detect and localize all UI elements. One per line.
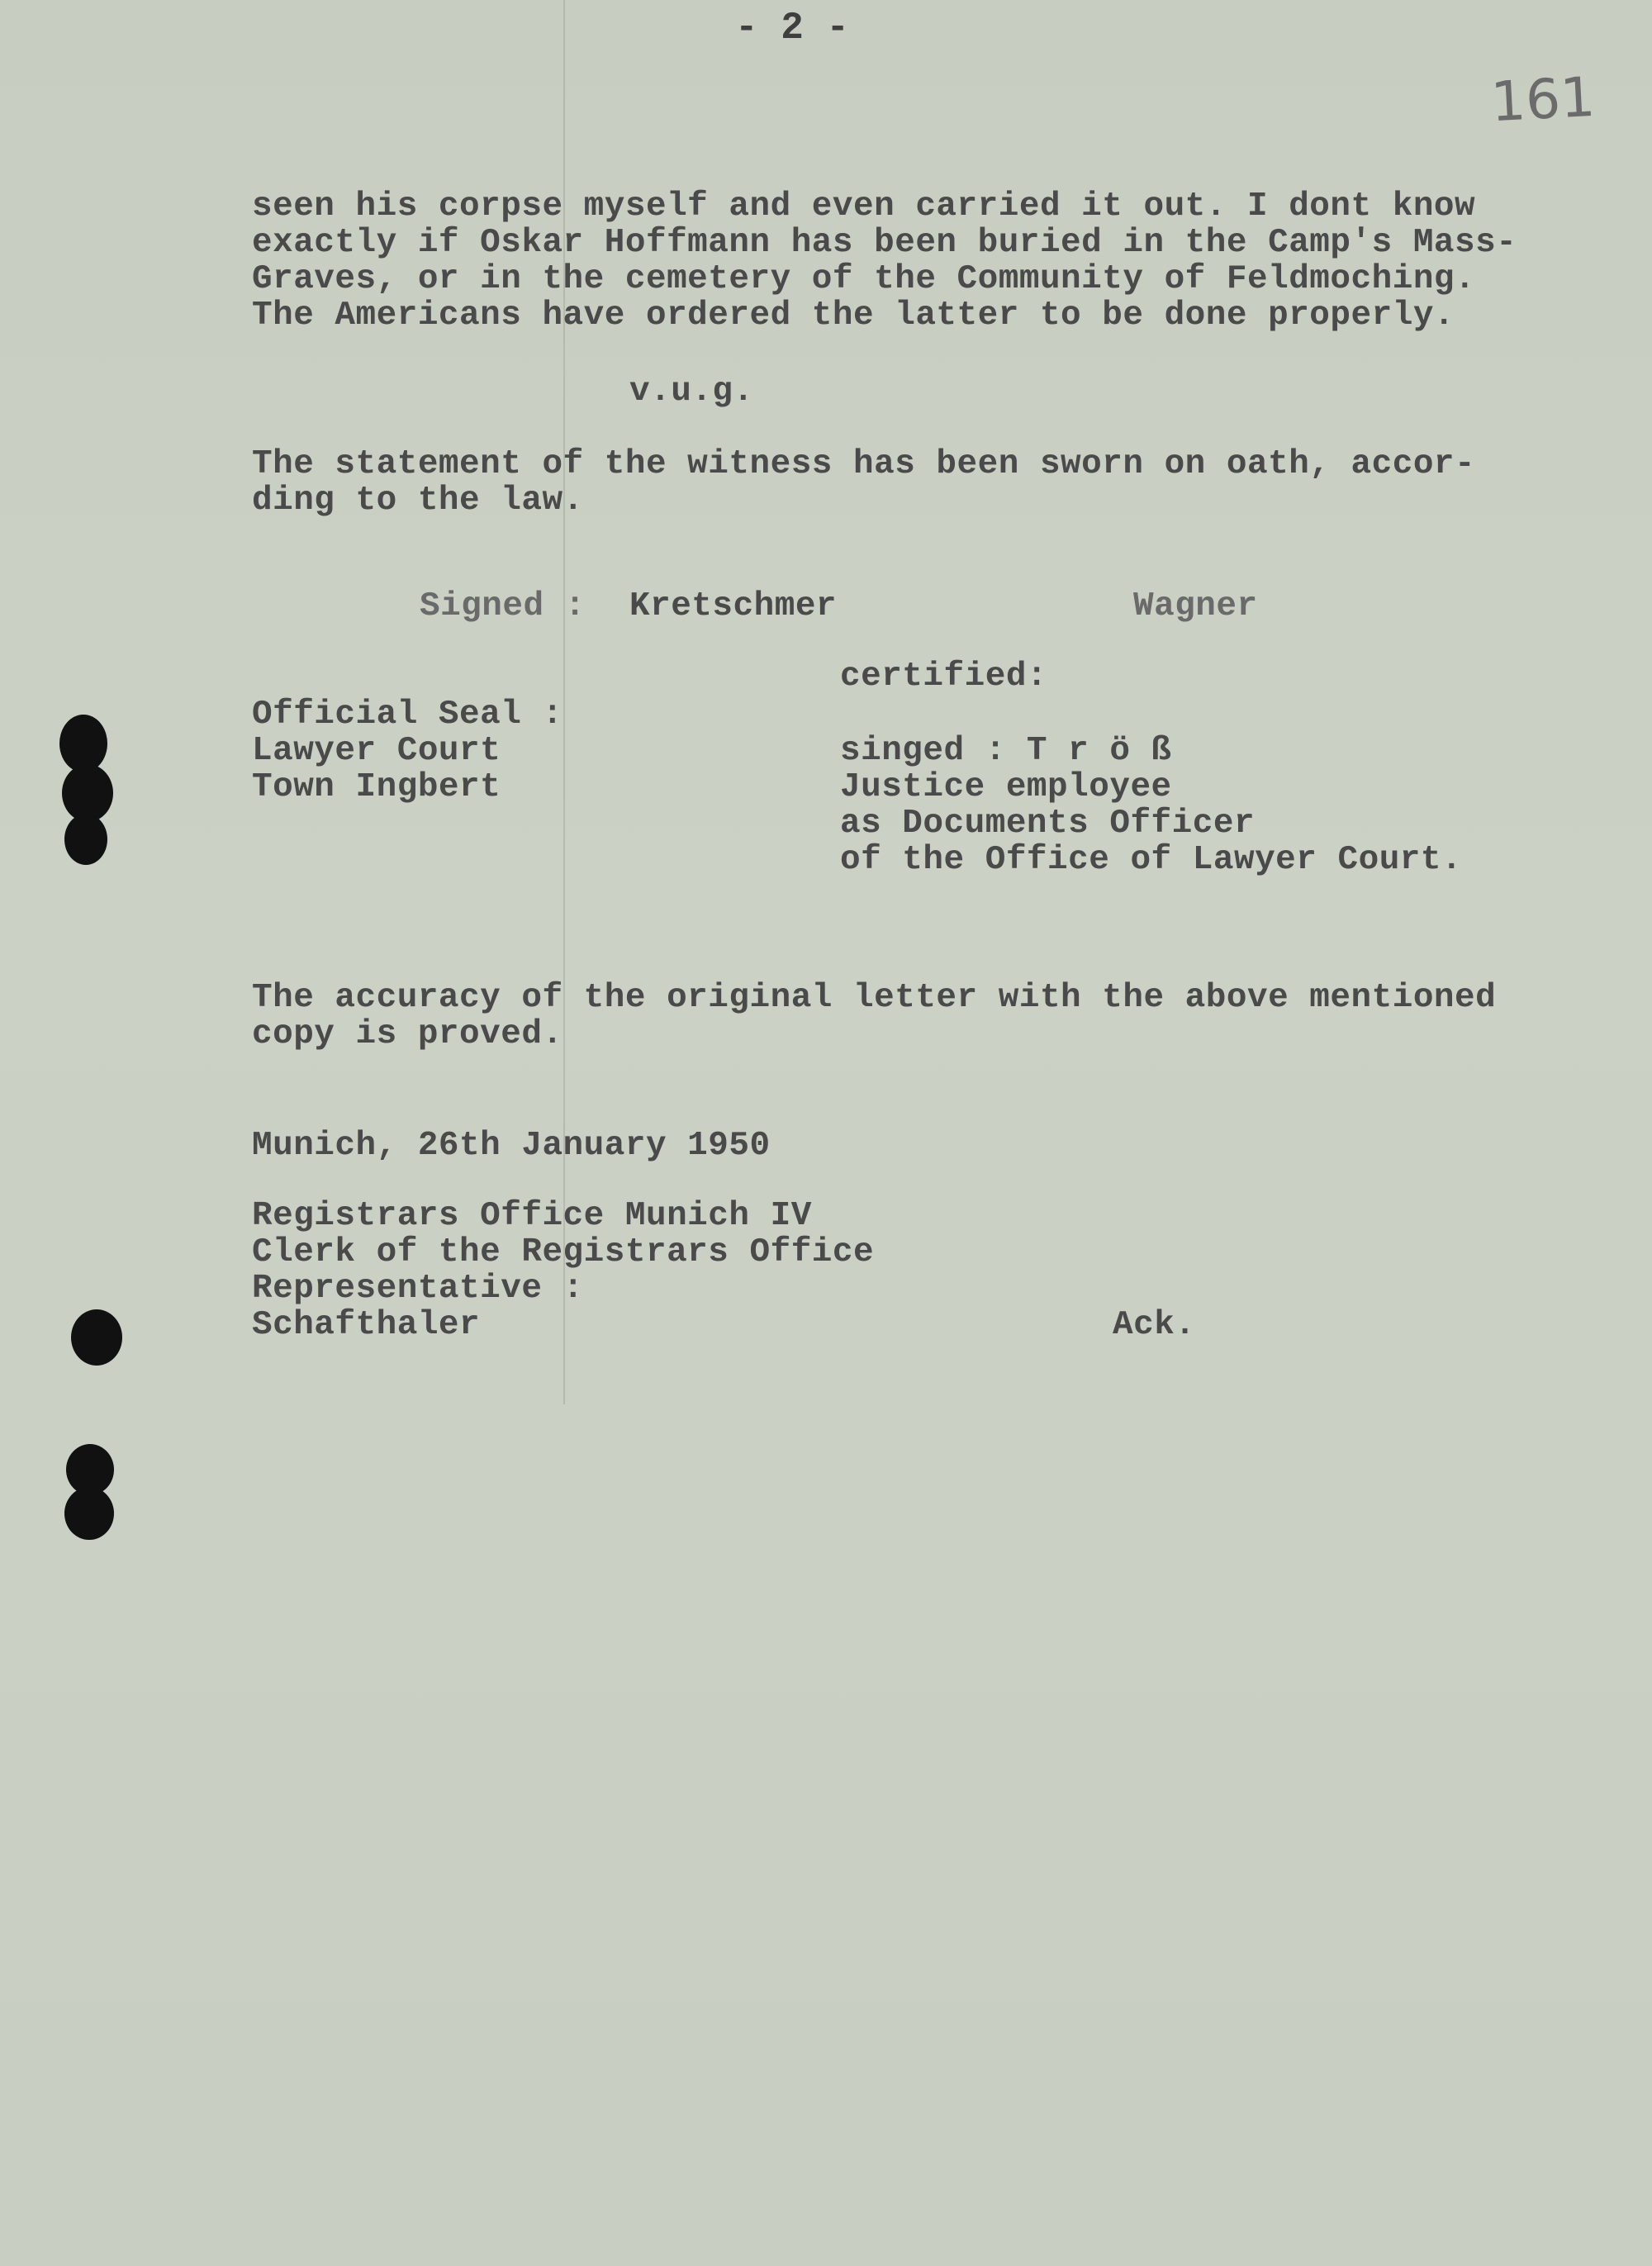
- text-line: Official Seal :: [252, 696, 563, 734]
- text-line: Lawyer Court: [252, 732, 501, 770]
- text-line: The statement of the witness has been sworn on oath, accor-: [252, 445, 1476, 483]
- folio-number: 161: [1489, 64, 1597, 135]
- text-line: of the Office of Lawyer Court.: [840, 841, 1463, 879]
- text-line: ding to the law.: [252, 482, 584, 520]
- text-line: Graves, or in the cemetery of the Community of Feldmoching.: [252, 260, 1476, 298]
- signature-wagner: Wagner: [1133, 587, 1258, 625]
- text-line: as Documents Officer: [840, 805, 1256, 843]
- registrar-block: [252, 1198, 874, 1343]
- page-number: - 2 -: [735, 7, 850, 50]
- date-line: Munich, 26th January 1950: [252, 1127, 771, 1165]
- certified-label: certified:: [840, 658, 1048, 696]
- text-line: Representative :: [252, 1270, 584, 1308]
- text-line: Schafthaler: [252, 1306, 481, 1344]
- paragraph-accuracy: [252, 980, 1496, 1052]
- text-line: singed : T r ö ß: [840, 732, 1172, 770]
- certifying-signer-block: [840, 733, 1462, 878]
- text-line: exactly if Oskar Hoffmann has been buried in the Camp's Mass-: [252, 224, 1517, 262]
- signed-label: Signed :: [420, 587, 586, 625]
- punch-hole-icon: [64, 1487, 114, 1540]
- text-line: seen his corpse myself and even carried it out. I dont know: [252, 188, 1476, 226]
- paragraph-witness-statement: [252, 188, 1517, 334]
- text-line: Justice employee: [840, 768, 1172, 806]
- paragraph-oath: [252, 446, 1475, 519]
- text-line: copy is proved.: [252, 1015, 563, 1053]
- punch-hole-icon: [71, 1309, 122, 1366]
- ack-signature: Ack.: [1113, 1306, 1196, 1344]
- text-line: The accuracy of the original letter with the above mentioned: [252, 979, 1497, 1017]
- official-seal-block: [252, 696, 563, 805]
- signature-kretschmer: Kretschmer: [629, 587, 838, 625]
- text-line: Town Ingbert: [252, 768, 501, 806]
- punch-hole-icon: [64, 814, 107, 865]
- text-line: The Americans have ordered the latter to be done properly.: [252, 297, 1455, 335]
- text-line: Clerk of the Registrars Office: [252, 1233, 875, 1271]
- vug-abbreviation: v.u.g.: [629, 373, 754, 411]
- text-line: Registrars Office Munich IV: [252, 1197, 812, 1235]
